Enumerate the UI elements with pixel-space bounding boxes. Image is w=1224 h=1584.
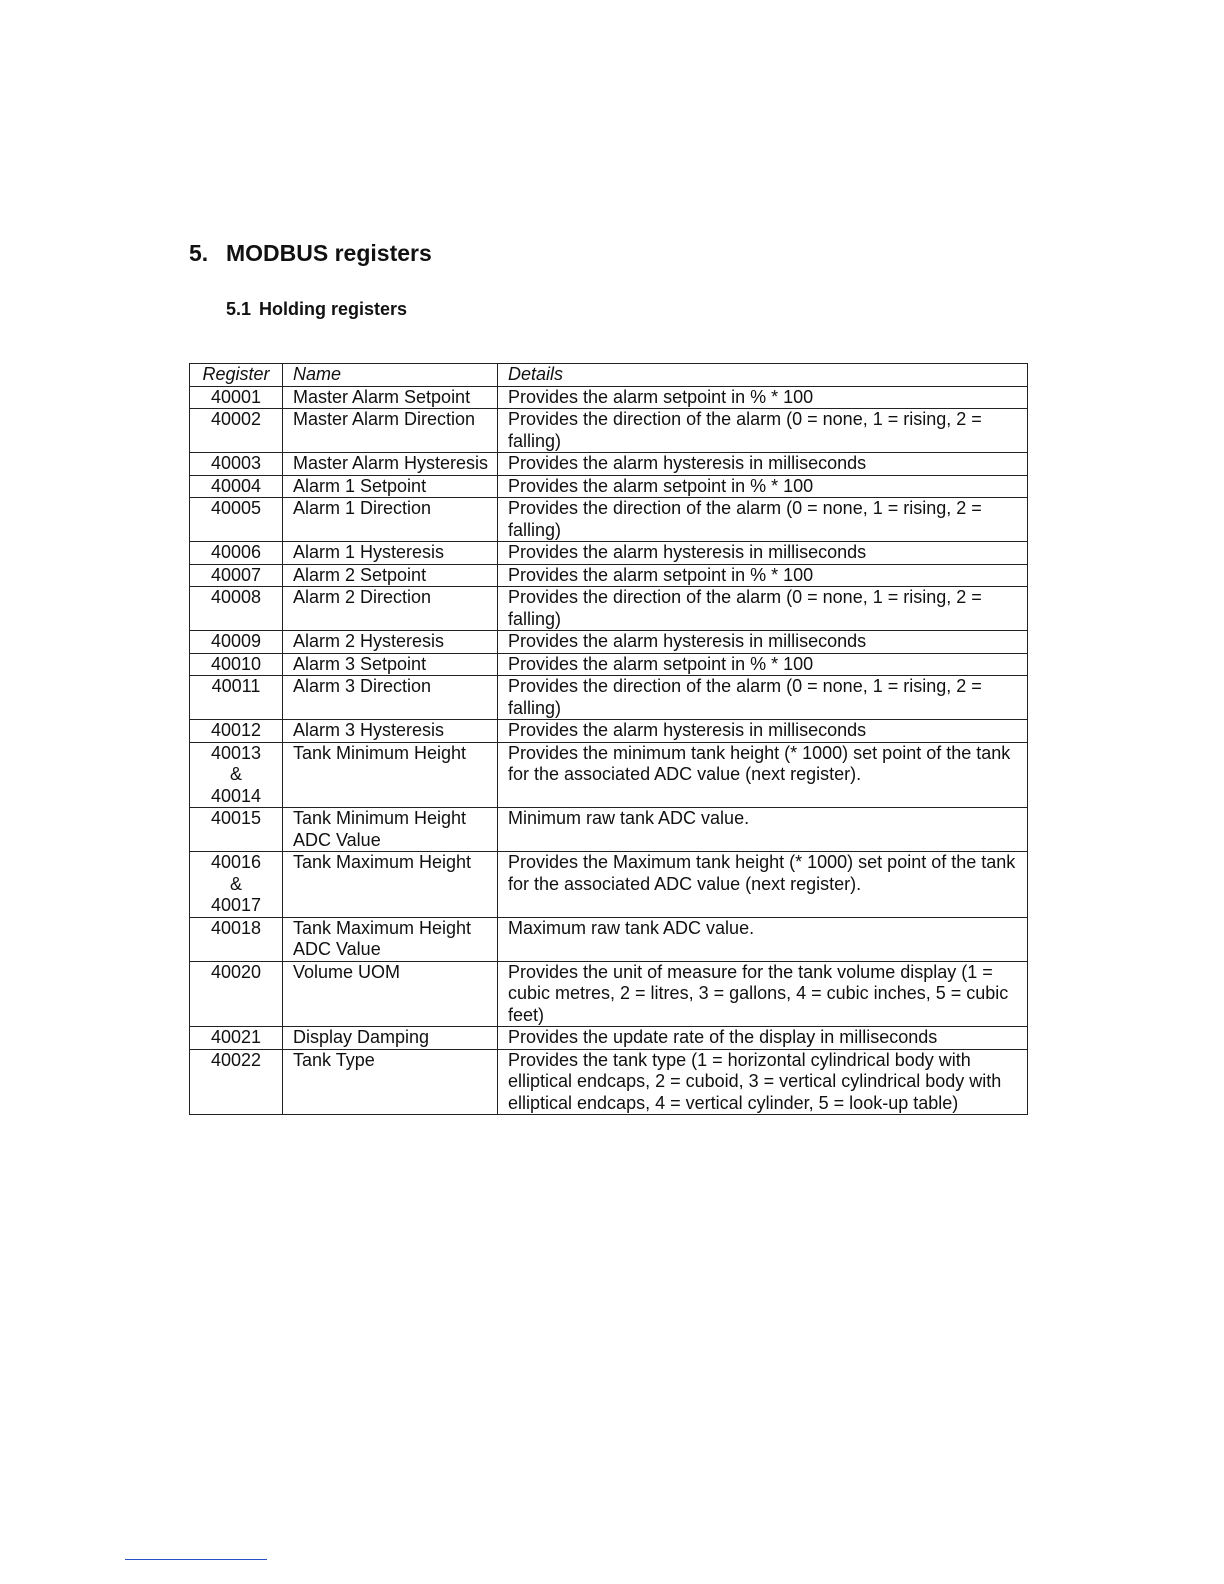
details-cell: Provides the unit of measure for the tank volume display (1 = cubic metres, 2 = litres, 3 = gallons, 4 = cubic inches, 5 = cubic feet) <box>498 961 1028 1027</box>
details-cell: Provides the alarm hysteresis in milliseconds <box>498 453 1028 476</box>
table-row <box>190 653 1028 676</box>
register-cell <box>190 852 283 918</box>
register-cell: 40003 <box>190 453 283 476</box>
register-cell: 40004 <box>190 475 283 498</box>
register-end: 40014 <box>210 785 262 806</box>
name-cell: Master Alarm Direction <box>283 409 498 453</box>
name-cell: Tank Type <box>283 1049 498 1115</box>
register-joiner: & <box>229 764 242 784</box>
section-number: 5. <box>189 240 209 266</box>
register-joiner: & <box>229 873 242 894</box>
name-cell: Volume UOM <box>283 961 498 1027</box>
details-cell: Provides the update rate of the display in milliseconds <box>498 1027 1028 1050</box>
table-row <box>190 852 1028 918</box>
table-row <box>190 808 1028 852</box>
details-cell: Provides the alarm setpoint in % * 100 <box>498 475 1028 498</box>
name-cell: Alarm 2 Hysteresis <box>283 631 498 654</box>
footnote-separator <box>125 1559 267 1560</box>
table-row <box>190 498 1028 542</box>
section-heading <box>189 238 432 268</box>
table-row <box>190 453 1028 476</box>
subsection-number: 5.1 <box>226 299 252 319</box>
details-cell: Provides the Maximum tank height (* 1000) set point of the tank for the associated ADC value (next register). <box>498 852 1028 918</box>
details-cell: Provides the direction of the alarm (0 = none, 1 = rising, 2 = falling) <box>498 676 1028 720</box>
name-cell: Alarm 3 Direction <box>283 676 498 720</box>
table-row <box>190 917 1028 961</box>
name-cell: Alarm 3 Hysteresis <box>283 720 498 743</box>
register-cell <box>190 742 283 808</box>
name-cell: Tank Maximum Height <box>283 852 498 918</box>
table-row <box>190 742 1028 808</box>
name-cell: Tank Minimum Height <box>283 742 498 808</box>
header-name: Name <box>283 364 498 387</box>
details-cell: Provides the alarm setpoint in % * 100 <box>498 386 1028 409</box>
table-header-row <box>190 364 1028 387</box>
register-cell: 40005 <box>190 498 283 542</box>
name-cell: Master Alarm Hysteresis <box>283 453 498 476</box>
table-row <box>190 1049 1028 1115</box>
table-row <box>190 386 1028 409</box>
name-cell: Alarm 2 Direction <box>283 587 498 631</box>
header-details: Details <box>498 364 1028 387</box>
details-cell: Provides the alarm hysteresis in milliseconds <box>498 631 1028 654</box>
register-cell: 40002 <box>190 409 283 453</box>
register-end: 40017 <box>210 895 262 915</box>
name-cell: Alarm 3 Setpoint <box>283 653 498 676</box>
name-cell: Tank Minimum Height ADC Value <box>283 808 498 852</box>
details-cell: Provides the alarm hysteresis in milliseconds <box>498 720 1028 743</box>
table-row <box>190 676 1028 720</box>
holding-registers-table <box>189 363 1028 1115</box>
table-row <box>190 564 1028 587</box>
name-cell: Display Damping <box>283 1027 498 1050</box>
name-cell: Alarm 1 Direction <box>283 498 498 542</box>
details-cell: Provides the tank type (1 = horizontal cylindrical body with elliptical endcaps, 2 = cuboid, 3 = vertical cylindrical body with elliptical endcaps, 4 = vertical cylinder, 5 = look-up table) <box>498 1049 1028 1115</box>
details-cell: Provides the alarm hysteresis in milliseconds <box>498 542 1028 565</box>
subsection-heading <box>226 298 407 320</box>
register-cell: 40010 <box>190 653 283 676</box>
table-row <box>190 720 1028 743</box>
register-cell: 40001 <box>190 386 283 409</box>
name-cell: Tank Maximum Height ADC Value <box>283 917 498 961</box>
details-cell: Maximum raw tank ADC value. <box>498 917 1028 961</box>
name-cell: Alarm 1 Setpoint <box>283 475 498 498</box>
details-cell: Minimum raw tank ADC value. <box>498 808 1028 852</box>
table-row <box>190 1027 1028 1050</box>
subsection-title: Holding registers <box>259 299 408 319</box>
register-start: 40016 <box>210 852 262 872</box>
details-cell: Provides the alarm setpoint in % * 100 <box>498 653 1028 676</box>
details-cell: Provides the direction of the alarm (0 = none, 1 = rising, 2 = falling) <box>498 587 1028 631</box>
register-cell: 40018 <box>190 917 283 961</box>
name-cell: Alarm 2 Setpoint <box>283 564 498 587</box>
register-cell: 40022 <box>190 1049 283 1115</box>
name-cell: Alarm 1 Hysteresis <box>283 542 498 565</box>
register-cell: 40015 <box>190 808 283 852</box>
section-title: MODBUS registers <box>226 240 432 266</box>
table-row <box>190 542 1028 565</box>
details-cell: Provides the direction of the alarm (0 = none, 1 = rising, 2 = falling) <box>498 498 1028 542</box>
details-cell: Provides the minimum tank height (* 1000) set point of the tank for the associated ADC value (next register). <box>498 742 1028 808</box>
register-cell: 40006 <box>190 542 283 565</box>
details-cell: Provides the direction of the alarm (0 = none, 1 = rising, 2 = falling) <box>498 409 1028 453</box>
register-cell: 40009 <box>190 631 283 654</box>
header-register: Register <box>190 364 283 387</box>
register-cell: 40008 <box>190 587 283 631</box>
details-cell: Provides the alarm setpoint in % * 100 <box>498 564 1028 587</box>
table-row <box>190 475 1028 498</box>
table-row <box>190 587 1028 631</box>
table-row <box>190 631 1028 654</box>
register-cell: 40021 <box>190 1027 283 1050</box>
name-cell: Master Alarm Setpoint <box>283 386 498 409</box>
table-row <box>190 409 1028 453</box>
register-cell: 40020 <box>190 961 283 1027</box>
register-cell: 40011 <box>190 676 283 720</box>
register-cell: 40007 <box>190 564 283 587</box>
register-cell: 40012 <box>190 720 283 743</box>
table-row <box>190 961 1028 1027</box>
register-start: 40013 <box>210 742 262 763</box>
